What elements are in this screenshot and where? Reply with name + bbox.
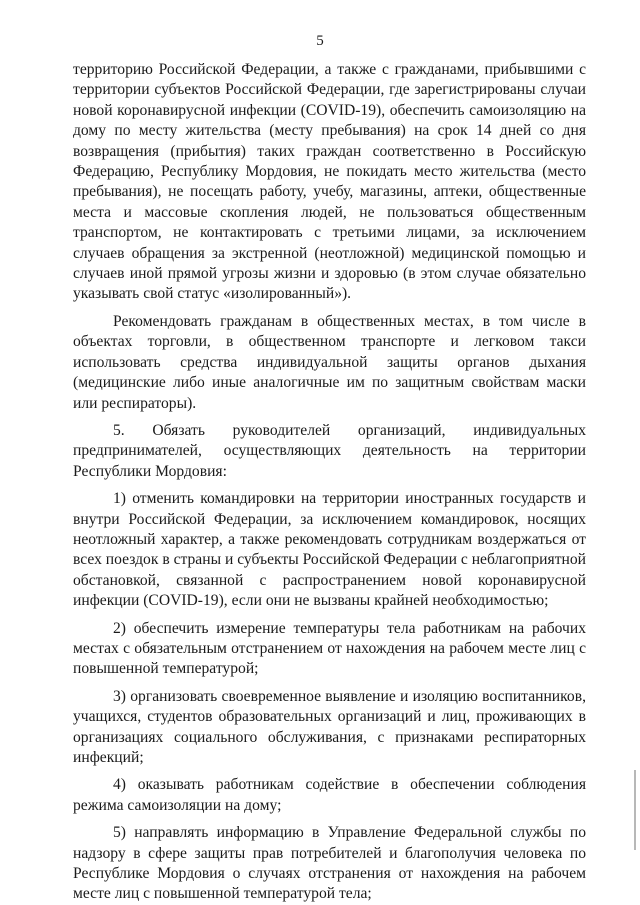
paragraph-subitem-3: 3) организовать своевременное выявление и изоляцию воспитанников, учащихся, студентов образовательных организаций и лиц, проживающих в организациях социального обслуживания, с признаками респираторных инфекций; (73, 687, 586, 766)
paragraph-continuation: территорию Российской Федерации, а также с гражданами, прибывшими с территории субъектов Российской Федерации, где зарегистрированы случаи новой коронавирусной инфекции (COVID-19), обеспечить самоизоляцию на дому по месту жительства (месту пребывания) на срок 14 дней со дня возвращения (прибытия) таких граждан соответственно в Российскую Федерацию, Республику Мордовия, не покидать место жительства (место пребывания), не посещать работу, учебу, магазины, аптеки, общественные места и массовые скопления людей, не пользоваться общественным транспортом, не контактировать с третьими лицами, за исключением случаев обращения за экстренной (неотложной) медицинской помощью и случаев иной прямой угрозы жизни и здоровью (в этом случае обязательно указывать свой статус «изолированный»). (73, 61, 586, 303)
document-body (73, 60, 586, 905)
scan-edge-mark (634, 770, 636, 850)
paragraph-subitem-2: 2) обеспечить измерение температуры тела работникам на рабочих местах с обязательным отстранением от нахождения на рабочем месте лиц с повышенной температурой; (73, 619, 586, 678)
paragraph-item-5: 5. Обязать руководителей организаций, индивидуальных предпринимателей, осуществляющих деятельность на территории Республики Мордовия: (73, 421, 586, 480)
paragraph-recommendation-masks: Рекомендовать гражданам в общественных местах, в том числе в объектах торговли, в общественном транспорте и легковом такси использовать средства индивидуальной защиты органов дыхания (медицинские либо иные аналогичные им по защитным свойствам маски или респираторы). (73, 312, 586, 412)
page-number: 5 (316, 33, 324, 49)
paragraph-subitem-5: 5) направлять информацию в Управление Федеральной службы по надзору в сфере защиты прав потребителей и благополучия человека по Республике Мордовия о случаях отстранения от нахождения на рабочем месте лиц с повышенной температурой тела; (73, 824, 586, 903)
paragraph-subitem-1: 1) отменить командировки на территории иностранных государств и внутри Российской Федерации, за исключением командировок, носящих неотложный характер, а также рекомендовать сотрудникам воздержаться от всех поездок в страны и субъекты Российской Федерации с неблагоприятной обстановкой, связанной с распространением новой коронавирусной инфекции (COVID-19), если они не вызваны крайней необходимостью; (73, 490, 586, 610)
paragraph-subitem-4: 4) оказывать работникам содействие в обеспечении соблюдения режима самоизоляции на дому; (73, 776, 586, 814)
